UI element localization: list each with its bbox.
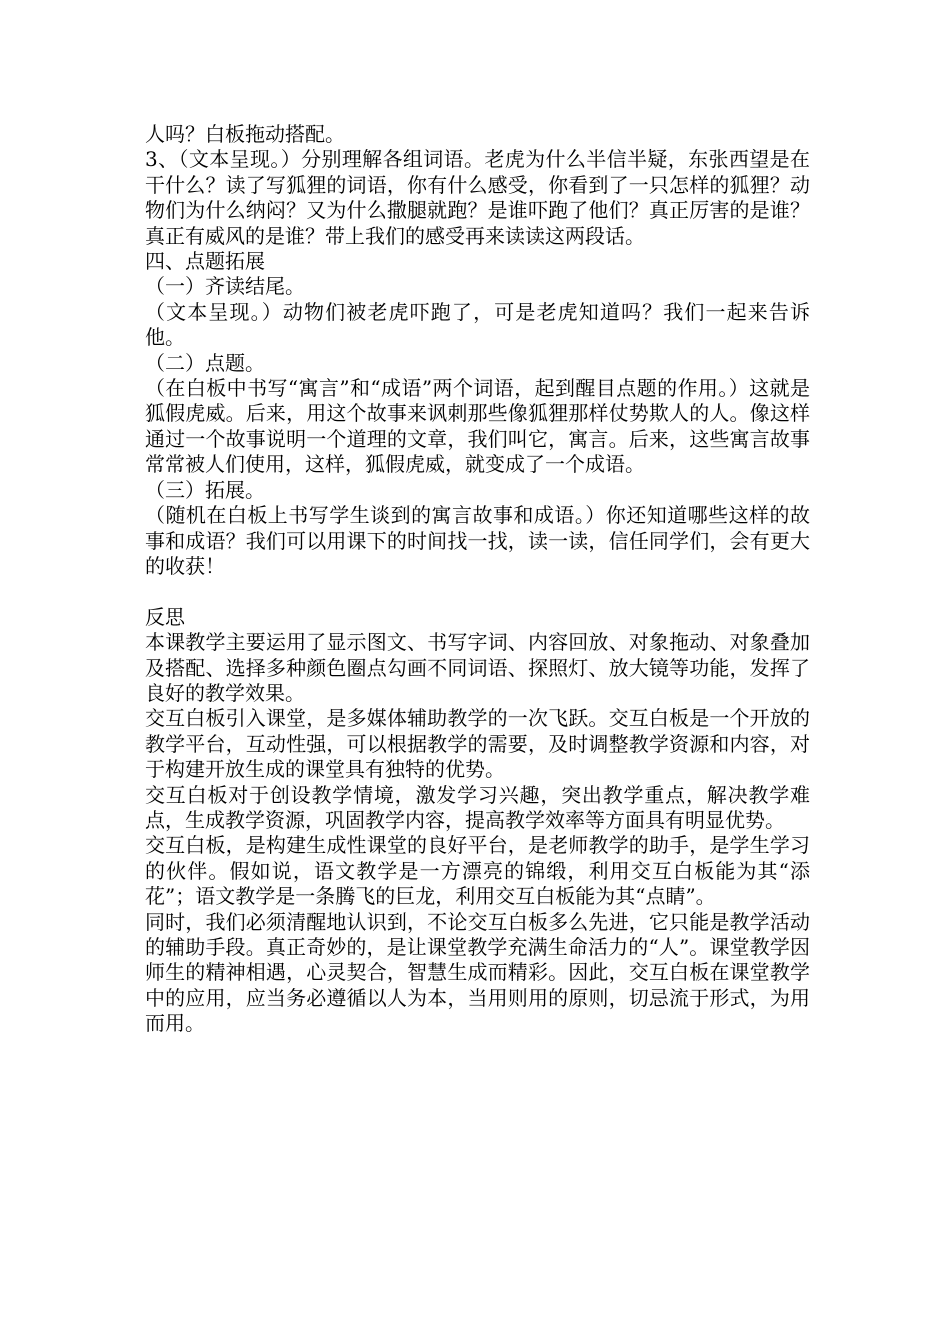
paragraph-two: （在白板中书写“寓言”和“成语”两个词语，起到醒目点题的作用。）这就是狐假虎威。后来，用这个故事来讽刺那些像狐狸那样仗势欺人的人。像这样通过一个故事说明一个道理的文章，我们叫它，寓言。后来，这些寓言故事常常被人们使用，这样，狐假虎威，就变成了一个成语。 [145,376,810,477]
blank-line [145,579,810,604]
subheading-one: （一）齐读结尾。 [145,274,305,299]
reflection-paragraph: 交互白板引入课堂，是多媒体辅助教学的一次飞跃。交互白板是一个开放的教学平台，互动性强，可以根据教学的需要，及时调整教学资源和内容，对于构建开放生成的课堂具有独特的优势。 [145,706,810,782]
document-page [145,122,810,1037]
reflection-heading: 反思 [145,604,185,629]
paragraph-one: （文本呈现。）动物们被老虎吓跑了，可是老虎知道吗？我们一起来告诉他。 [145,299,810,350]
reflection-paragraph: 交互白板对于创设教学情境，激发学习兴趣，突出教学重点，解决教学难点，生成教学资源，巩固教学内容，提高教学效率等方面具有明显优势。 [145,782,810,832]
subheading-three: （三）拓展。 [145,477,265,502]
paragraph-continuation: 人吗？白板拖动搭配。 [145,122,345,146]
reflection-paragraph: 同时，我们必须清醒地认识到，不论交互白板多么先进，它只能是教学活动的辅助手段。真正奇妙的，是让课堂教学充满生命活力的“人”。课堂教学因师生的精神相遇，心灵契合，智慧生成而精彩。因此，交互白板在课堂教学中的应用，应当务必遵循以人为本，当用则用的原则，切忌流于形式，为用而用。 [145,909,810,1036]
subheading-two: （二）点题。 [145,350,265,375]
paragraph-three: （随机在白板上书写学生谈到的寓言故事和成语。）你还知道哪些这样的故事和成语？我们可以用课下的时间找一找，读一读，信任同学们，会有更大的收获！ [145,503,810,578]
paragraph-item-3: 3、（文本呈现。）分别理解各组词语。老虎为什么半信半疑，东张西望是在干什么？读了写狐狸的词语，你有什么感受，你看到了一只怎样的狐狸？动物们为什么纳闷？又为什么撒腿就跑？是谁吓跑了他们？真正厉害的是谁？真正有威风的是谁？带上我们的感受再来读读这两段话。 [145,147,810,248]
reflection-paragraph: 交互白板，是构建生成性课堂的良好平台，是老师教学的助手，是学生学习的伙伴。假如说，语文教学是一方漂亮的锦缎，利用交互白板能为其“添花”；语文教学是一条腾飞的巨龙，利用交互白板能为其“点睛”。 [145,833,810,909]
section-heading-four: 四、点题拓展 [145,249,265,274]
reflection-paragraph: 本课教学主要运用了显示图文、书写字词、内容回放、对象拖动、对象叠加及搭配、选择多种颜色圈点勾画不同词语、探照灯、放大镜等功能，发挥了良好的教学效果。 [145,630,810,705]
